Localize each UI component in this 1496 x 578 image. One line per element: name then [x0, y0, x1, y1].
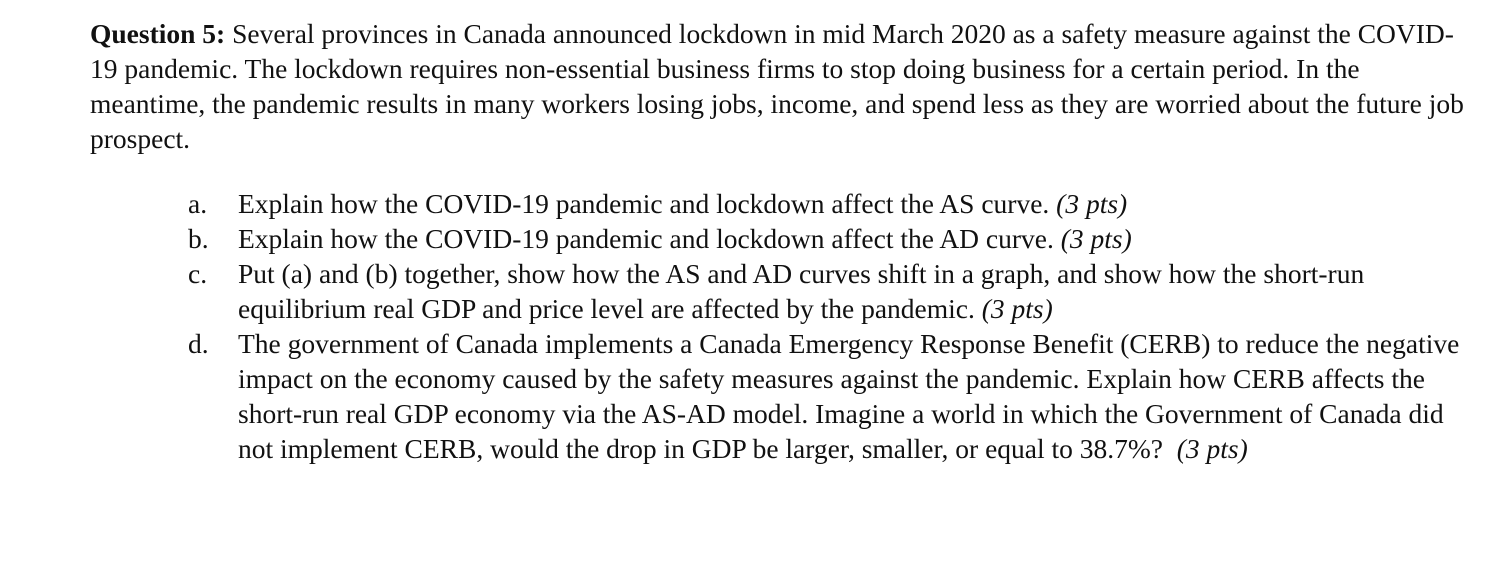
- part-letter: d.: [188, 328, 209, 359]
- part-points: (3 pts): [1060, 223, 1132, 254]
- question-label: Question 5:: [90, 18, 226, 49]
- question-part-a: [90, 186, 1470, 221]
- question-intro-text: Several provinces in Canada announced lockdown in mid March 2020 as a safety measure against the COVID-19 pandemic. The lockdown requires non-essential business firms to stop doing business for a certain period. In the meantime, the pandemic results in many workers losing jobs, income, and spend less as they are worried about the future job prospect.: [90, 18, 1464, 154]
- part-text: The government of Canada implements a Canada Emergency Response Benefit (CERB) to reduce the negative impact on the economy caused by the safety measures against the pandemic. Explain how CERB affects the short-run real GDP economy via the AS-AD model. Imagine a world in which the Government of Canada did not implement CERB, would the drop in GDP be larger, smaller, or equal to 38.7%?: [238, 328, 1460, 464]
- part-text: Explain how the COVID-19 pandemic and lockdown affect the AD curve.: [238, 223, 1054, 254]
- part-letter: a.: [188, 188, 208, 219]
- question-document: [90, 16, 1470, 466]
- question-intro-paragraph: [90, 16, 1470, 156]
- question-part-d: [90, 326, 1470, 466]
- part-letter: c.: [188, 258, 208, 289]
- part-points: (3 pts): [1056, 188, 1128, 219]
- part-points: (3 pts): [1176, 433, 1248, 464]
- part-points: (3 pts): [981, 293, 1053, 324]
- question-part-b: [90, 221, 1470, 256]
- part-text: Explain how the COVID-19 pandemic and lockdown affect the AS curve.: [238, 188, 1050, 219]
- question-parts-list: [90, 186, 1470, 466]
- part-text: Put (a) and (b) together, show how the AS and AD curves shift in a graph, and show how the short-run equilibrium real GDP and price level are affected by the pandemic.: [238, 258, 1365, 324]
- part-letter: b.: [188, 223, 209, 254]
- question-part-c: [90, 256, 1470, 326]
